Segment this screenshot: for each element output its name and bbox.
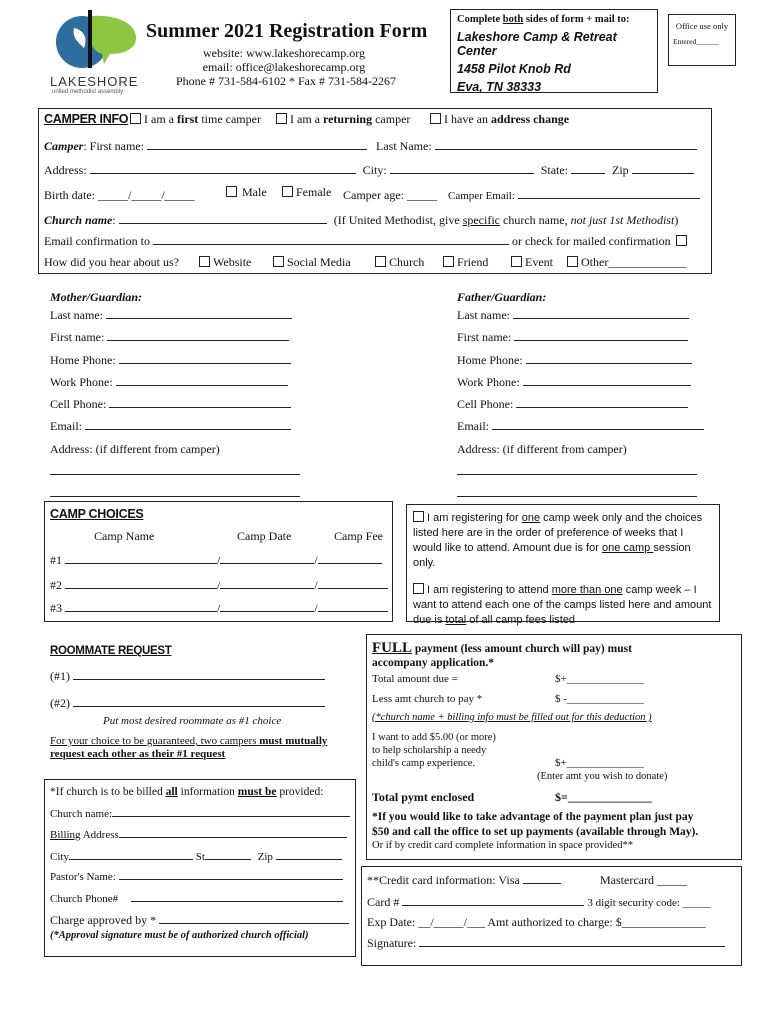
father-work-phone xyxy=(457,371,704,393)
camp-name-field-2[interactable] xyxy=(65,579,217,589)
city-field[interactable] xyxy=(390,164,534,174)
billing-address-row xyxy=(50,828,347,841)
card-number-label: Card # xyxy=(367,895,400,909)
scholarship-line2: to help scholarship a needy xyxy=(372,745,487,756)
less-church-label: Less amt church to pay * xyxy=(372,693,483,705)
opt-other[interactable] xyxy=(567,255,686,270)
exp-date-row[interactable]: Exp Date: __/_____/___ Amt authorized to charge: $______________ xyxy=(367,915,706,929)
church-option-label: Church xyxy=(389,255,425,269)
website-checkbox[interactable] xyxy=(199,256,210,267)
one-week-checkbox[interactable] xyxy=(413,511,424,522)
camp-choice-row: #2 / / xyxy=(50,578,388,593)
billing-city-label: City xyxy=(50,851,69,863)
camp-choices-heading: CAMP CHOICES xyxy=(50,507,144,521)
camper-email-label: Camper Email: xyxy=(448,190,515,202)
credit-card-info-row xyxy=(367,873,561,888)
church-name-row: Church name: (If United Methodist, give specific church name, not just 1st Methodist) xyxy=(44,213,679,227)
mailed-confirm-checkbox[interactable] xyxy=(676,235,687,246)
other-checkbox[interactable] xyxy=(567,256,578,267)
roommate-guarantee-line2: request each other as their #1 request xyxy=(50,748,226,760)
payment-heading xyxy=(372,640,632,657)
mother-email-label: Email: xyxy=(50,419,82,434)
address-change-option[interactable] xyxy=(430,112,569,127)
camp-fee-field-1[interactable] xyxy=(318,554,382,564)
weeks-box xyxy=(406,504,720,626)
mother-last-name xyxy=(50,304,300,326)
roommate-heading: ROOMMATE REQUEST xyxy=(50,645,172,657)
mother-home-phone-label: Home Phone: xyxy=(50,352,116,367)
address-field[interactable] xyxy=(90,164,356,174)
camper-email-field[interactable] xyxy=(518,189,700,199)
church-note-end: ) xyxy=(674,213,679,227)
billing-address-field[interactable] xyxy=(119,828,347,838)
charge-approved-row xyxy=(50,913,349,928)
returning-option[interactable] xyxy=(276,112,410,127)
first-time-label: I am a first time camper xyxy=(144,112,261,126)
logo-mark-icon xyxy=(44,8,144,70)
enter-amt-note: (Enter amt you wish to donate) xyxy=(537,771,668,782)
roommate-guarantee xyxy=(50,735,327,761)
camper-name-row xyxy=(44,139,697,154)
camper-address-row xyxy=(44,163,694,178)
social-media-label: Social Media xyxy=(287,255,351,269)
camp-choice-num-2: #2 xyxy=(50,578,62,592)
mother-cell-phone-field[interactable] xyxy=(109,398,291,408)
payment-accompany: accompany application.* xyxy=(372,657,495,669)
billing-church-name-row xyxy=(50,807,350,820)
father-email xyxy=(457,415,704,437)
last-name-label: Last Name: xyxy=(376,139,432,153)
father-last-name xyxy=(457,304,704,326)
visa-field[interactable] xyxy=(523,874,561,884)
church-name-field[interactable] xyxy=(119,214,327,224)
phone-fax-text: Phone # 731-584-6102 * Fax # 731-584-2267 xyxy=(176,74,396,88)
camper-age-field[interactable]: Camper age: _____ xyxy=(343,188,437,202)
camp-name-field-3[interactable] xyxy=(65,602,217,612)
female-label: Female xyxy=(296,185,332,199)
mother-email-field[interactable] xyxy=(85,420,291,430)
address-change-label: I have an address change xyxy=(444,112,570,126)
address-label: Address: xyxy=(44,163,87,177)
mailed-confirm-label: or check for mailed confirmation xyxy=(511,234,671,248)
roommate-note: Put most desired roommate as #1 choice xyxy=(103,715,282,727)
event-label: Event xyxy=(525,255,553,269)
website-label: Website xyxy=(213,255,252,269)
header-contact xyxy=(176,46,396,88)
one-week-text-mid: camp week only and the choices listed here are in the order of preference of weeks that I would like to attend. Amount due is for xyxy=(413,512,703,554)
billing-zip-label: Zip xyxy=(257,851,273,863)
father-last-name-field[interactable] xyxy=(513,309,689,319)
father-home-phone-label: Home Phone: xyxy=(457,352,523,367)
charge-approved-field[interactable] xyxy=(159,914,349,924)
mail-address-line3: Eva, TN 38333 xyxy=(457,80,542,94)
father-work-phone-label: Work Phone: xyxy=(457,374,520,389)
email-confirm-field[interactable] xyxy=(153,235,509,245)
card-number-field[interactable] xyxy=(402,896,584,906)
camp-name-field-1[interactable] xyxy=(65,554,217,564)
entered-label: Entered______ xyxy=(673,37,719,46)
church-note-specific: specific xyxy=(462,213,500,227)
payment-plan-line1: *If you would like to take advantage of the payment plan just pay xyxy=(372,811,694,823)
church-billing-header xyxy=(50,786,323,798)
credit-card-visa-label: **Credit card information: Visa xyxy=(367,873,520,887)
mother-guardian-title: Mother/Guardian: xyxy=(50,290,143,304)
event-checkbox[interactable] xyxy=(511,256,522,267)
social-media-checkbox[interactable] xyxy=(273,256,284,267)
church-note-pre: (If United Methodist, give xyxy=(333,213,463,227)
billing-st-label: St xyxy=(195,851,205,863)
father-address-label: Address: (if different from camper) xyxy=(457,441,627,456)
church-note xyxy=(334,213,679,227)
father-last-name-label: Last name: xyxy=(457,308,510,322)
opt-social-media[interactable] xyxy=(273,255,351,270)
less-church-field[interactable]: $ -______________ xyxy=(555,693,644,705)
church-billing-header-all: all xyxy=(165,786,178,798)
mother-last-name-field[interactable] xyxy=(106,309,292,319)
email-confirm-label: Email confirmation to xyxy=(44,234,150,248)
payment-plan-line2: $50 and call the office to set up payments (available through May). xyxy=(372,826,699,838)
male-label: Male xyxy=(242,185,267,199)
male-option[interactable] xyxy=(226,185,267,200)
other-label: Other_____________ xyxy=(581,255,687,269)
roommate-guarantee-line1 xyxy=(50,735,327,748)
one-week-text-pre: I am registering for xyxy=(427,512,522,524)
mother-address xyxy=(50,438,300,460)
last-name-field[interactable] xyxy=(435,140,697,150)
more-weeks-text-mid: camp week – I want to attend each one of the camps listed here and amount due is xyxy=(413,584,712,626)
father-cell-phone xyxy=(457,393,704,415)
mail-address-line1: Lakeshore Camp & Retreat Center xyxy=(457,30,617,58)
roommate-2-row xyxy=(50,696,325,711)
billing-city-field[interactable] xyxy=(69,850,193,860)
billing-address-label: Address xyxy=(80,829,119,841)
mother-first-name xyxy=(50,326,300,348)
roommate-1-row xyxy=(50,669,325,684)
state-field[interactable] xyxy=(571,164,605,174)
more-weeks-text-end: of all camp fees listed xyxy=(466,614,576,626)
father-fields xyxy=(457,304,704,505)
office-use-label: Office use only xyxy=(675,21,729,31)
camp-choice-num-3: #3 xyxy=(50,601,62,615)
org-name: LAKESHORE xyxy=(50,74,139,89)
camp-date-column-header: Camp Date xyxy=(237,529,292,543)
father-address-field-1[interactable] xyxy=(457,465,697,475)
card-number-row xyxy=(367,895,710,910)
mother-work-phone-field[interactable] xyxy=(116,376,288,386)
father-guardian-title: Father/Guardian: xyxy=(457,290,547,304)
mother-fields xyxy=(50,304,300,505)
security-code-field[interactable]: 3 digit security code: _____ xyxy=(587,897,711,909)
email-text: email: office@lakeshorecamp.org xyxy=(202,60,366,74)
one-week-text-end: session only. xyxy=(413,542,691,569)
billing-church-name-label: Church name: xyxy=(50,808,113,820)
zip-label: Zip xyxy=(612,163,629,177)
mail-instructions xyxy=(457,14,651,25)
scholarship-field[interactable]: $+______________ xyxy=(555,757,644,769)
guarantee-bold: must mutually xyxy=(259,735,328,747)
pastor-name-label: Pastor's Name: xyxy=(50,871,116,883)
total-due-label: Total amount due = xyxy=(372,673,458,685)
mail-instr-post: sides of form + mail to: xyxy=(523,14,630,25)
camp-name-column-header: Camp Name xyxy=(94,529,155,543)
more-weeks-text-morethanone: more than one xyxy=(551,584,623,596)
opt-website[interactable] xyxy=(199,255,251,270)
hear-about-label: How did you hear about us? xyxy=(44,255,179,269)
mother-cell-phone xyxy=(50,393,300,415)
mastercard-option[interactable]: Mastercard _____ xyxy=(600,873,687,887)
opt-event[interactable] xyxy=(511,255,553,270)
father-home-phone xyxy=(457,349,704,371)
church-note-italic: not just 1st Methodist xyxy=(570,213,675,227)
scholarship-line1: I want to add $5.00 (or more) xyxy=(372,732,496,743)
roommate-2-field[interactable] xyxy=(73,697,325,707)
website-text: website: www.lakeshorecamp.org xyxy=(203,46,365,60)
birth-date-field[interactable]: Birth date: _____/_____/_____ xyxy=(44,188,195,202)
friend-label: Friend xyxy=(457,255,489,269)
church-phone-label: Church Phone# xyxy=(50,893,119,905)
roommate-2-label: (#2) xyxy=(50,696,70,710)
billing-city-row xyxy=(50,850,342,863)
mother-address-field-2[interactable] xyxy=(50,487,300,497)
camp-choice-num-1: #1 xyxy=(50,553,62,567)
church-note-mid: church name, xyxy=(500,213,571,227)
more-weeks-text-pre: I am registering to attend xyxy=(427,584,552,596)
mail-instr-pre: Complete xyxy=(457,14,503,25)
scholarship-line3: child's camp experience. xyxy=(372,758,476,769)
camp-choice-row: #1 / / xyxy=(50,553,382,568)
church-name-label: Church name xyxy=(44,213,113,227)
church-billing-header-pre: *If church is to be billed xyxy=(50,786,166,798)
more-weeks-checkbox[interactable] xyxy=(413,583,424,594)
more-weeks-text-total: total xyxy=(445,614,467,626)
father-address xyxy=(457,438,704,460)
mother-address-field-1[interactable] xyxy=(50,465,300,475)
father-first-name xyxy=(457,326,704,348)
first-name-field[interactable] xyxy=(147,140,367,150)
office-use-box xyxy=(668,14,736,66)
state-label: State: xyxy=(540,163,569,177)
father-first-name-field[interactable] xyxy=(514,331,688,341)
more-weeks-option[interactable] xyxy=(413,583,715,628)
father-address-field-2[interactable] xyxy=(457,487,697,497)
payment-note: (*church name + billing info must be filled out for this deduction ) xyxy=(372,712,652,723)
camp-fee-column-header: Camp Fee xyxy=(334,529,383,543)
zip-field[interactable] xyxy=(632,164,694,174)
church-phone-field[interactable] xyxy=(131,892,343,902)
mail-to-box xyxy=(450,9,658,93)
father-cell-phone-field[interactable] xyxy=(516,398,688,408)
father-first-name-label: First name: xyxy=(457,330,512,345)
mother-first-name-field[interactable] xyxy=(107,331,289,341)
approval-note: (*Approval signature must be of authorized church official) xyxy=(50,930,309,941)
one-week-option[interactable] xyxy=(413,511,715,571)
signature-field[interactable] xyxy=(419,937,725,947)
mother-email xyxy=(50,415,300,437)
mother-first-name-label: First name: xyxy=(50,330,105,345)
signature-label: Signature: xyxy=(367,936,417,950)
total-due-field[interactable]: $+______________ xyxy=(555,673,644,685)
father-email-label: Email: xyxy=(457,419,489,434)
pastor-name-field[interactable] xyxy=(119,870,343,880)
camp-fee-field-2[interactable] xyxy=(318,579,388,589)
mother-last-name-label: Last name: xyxy=(50,308,103,322)
total-enclosed-field[interactable]: $=______________ xyxy=(555,790,652,804)
camper-birth-row xyxy=(44,188,195,203)
returning-checkbox[interactable] xyxy=(276,113,287,124)
first-name-label: : First name: xyxy=(83,139,145,153)
billing-label: Billing xyxy=(50,829,81,841)
total-enclosed-label: Total pymt enclosed xyxy=(372,790,475,804)
signature-row xyxy=(367,936,725,951)
friend-checkbox[interactable] xyxy=(443,256,454,267)
city-label: City: xyxy=(362,163,387,177)
org-subtitle: united methodist assembly xyxy=(52,89,124,95)
payment-full: FULL xyxy=(372,640,413,656)
camp-date-field-2[interactable] xyxy=(220,579,314,589)
father-work-phone-field[interactable] xyxy=(523,376,691,386)
mother-work-phone-label: Work Phone: xyxy=(50,374,113,389)
charge-approved-label: Charge approved by * xyxy=(50,913,157,927)
form-title: Summer 2021 Registration Form xyxy=(146,20,428,42)
camp-fee-field-3[interactable] xyxy=(318,602,388,612)
first-time-checkbox[interactable] xyxy=(130,113,141,124)
camper-email-row xyxy=(448,189,700,202)
male-checkbox[interactable] xyxy=(226,186,237,197)
father-email-field[interactable] xyxy=(492,420,704,430)
female-option[interactable] xyxy=(282,185,331,200)
father-cell-phone-label: Cell Phone: xyxy=(457,397,514,412)
payment-full-rest: payment (less amount church will pay) must xyxy=(412,643,632,655)
returning-label: I am a returning camper xyxy=(290,112,411,126)
one-week-text-onecamp: one camp xyxy=(601,542,654,554)
camper-label: Camper xyxy=(44,139,84,153)
camp-date-field-1[interactable] xyxy=(220,554,314,564)
mother-cell-phone-label: Cell Phone: xyxy=(50,397,107,412)
mother-address-label: Address: (if different from camper) xyxy=(50,441,220,456)
billing-st-field[interactable] xyxy=(205,850,251,860)
mail-instr-both: both xyxy=(502,14,524,25)
one-week-text-one: one xyxy=(521,512,541,524)
camper-info-heading: CAMPER INFO xyxy=(44,112,129,126)
mail-address-line2: 1458 Pilot Knob Rd xyxy=(457,62,571,76)
guarantee-pre: For your choice to be guaranteed, two campers xyxy=(50,735,260,747)
email-confirm-row xyxy=(44,234,690,249)
scholarship-text xyxy=(372,731,496,770)
church-billing-header-must: must be xyxy=(237,786,277,798)
church-billing-header-mid: information xyxy=(177,786,238,798)
opt-church[interactable] xyxy=(375,255,424,270)
logo xyxy=(44,8,144,95)
payment-plan-line3: Or if by credit card complete information in space provided** xyxy=(372,840,633,851)
hear-about-row xyxy=(44,255,179,270)
church-phone-row xyxy=(50,892,343,905)
camp-choice-row: #3 / / xyxy=(50,601,388,616)
church-checkbox[interactable] xyxy=(375,256,386,267)
roommate-1-label: (#1) xyxy=(50,669,70,683)
opt-friend[interactable] xyxy=(443,255,488,270)
mother-work-phone xyxy=(50,371,300,393)
female-checkbox[interactable] xyxy=(282,186,293,197)
roommate-1-field[interactable] xyxy=(73,670,325,680)
billing-zip-field[interactable] xyxy=(276,850,342,860)
first-time-option[interactable] xyxy=(130,112,261,127)
father-home-phone-field[interactable] xyxy=(526,354,692,364)
billing-church-name-field[interactable] xyxy=(112,807,350,817)
mother-home-phone-field[interactable] xyxy=(119,354,291,364)
pastor-name-row xyxy=(50,870,343,883)
address-change-checkbox[interactable] xyxy=(430,113,441,124)
mother-home-phone xyxy=(50,349,300,371)
church-billing-header-end: provided: xyxy=(276,786,324,798)
camp-date-field-3[interactable] xyxy=(220,602,314,612)
